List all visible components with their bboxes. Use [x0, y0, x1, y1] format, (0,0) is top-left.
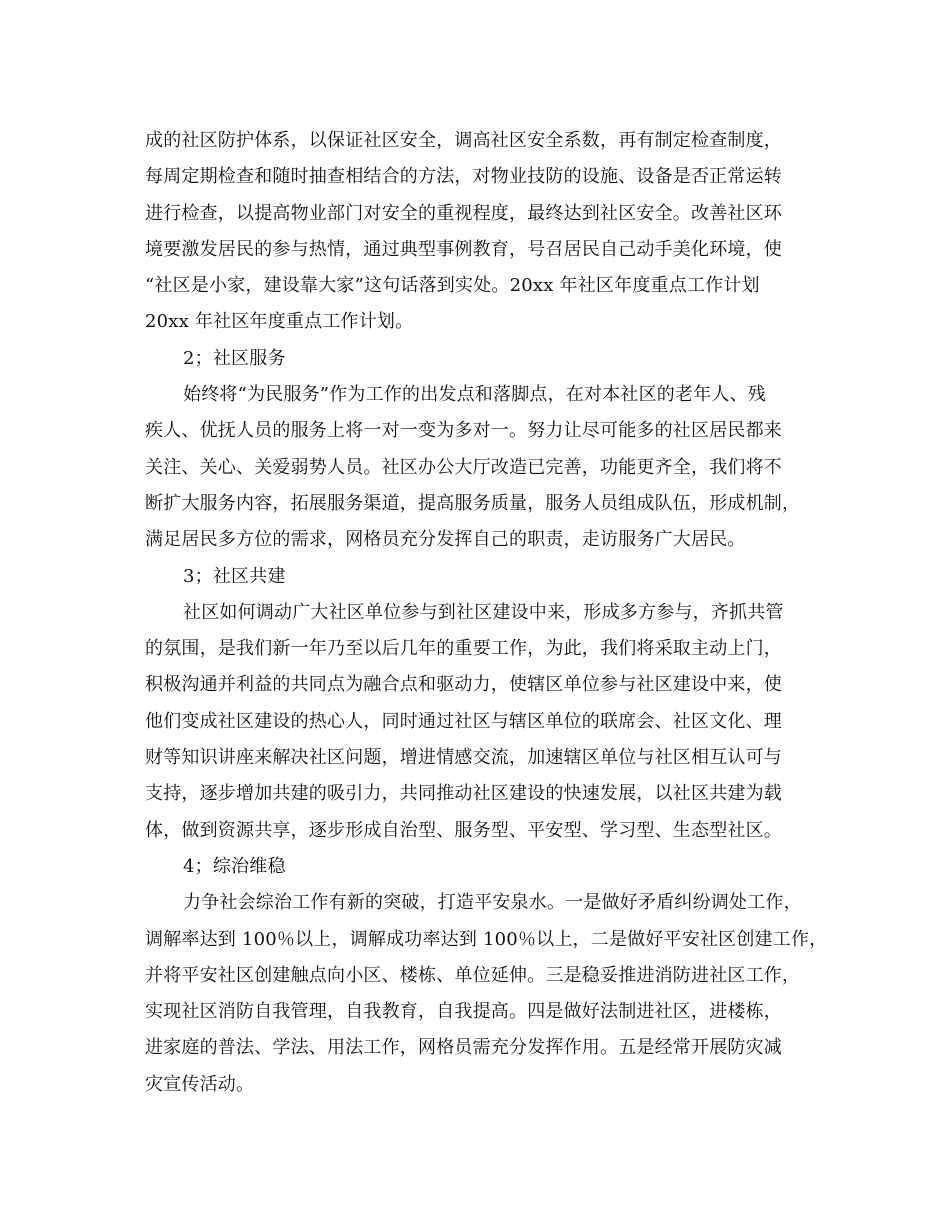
- text-line: 他们变成社区建设的热心人，同时通过社区与辖区单位的联席会、社区文化、理: [145, 710, 782, 732]
- text-line: 关注、关心、关爱弱势人员。社区办公大厅改造已完善，功能更齐全，我们将不: [145, 456, 782, 478]
- text-line: 的氛围，是我们新一年乃至以后几年的重要工作，为此，我们将采取主动上门，: [145, 638, 782, 660]
- text-line: 财等知识讲座来解决社区问题，增进情感交流，加速辖区单位与社区相互认可与: [145, 747, 782, 769]
- text-line: 满足居民多方位的需求，网格员充分发挥自己的职责，走访服务广大居民。: [145, 529, 746, 551]
- text-line: 2；社区服务: [183, 347, 286, 369]
- text-line: 体，做到资源共享，逐步形成自治型、服务型、平安型、学习型、生态型社区。: [145, 819, 782, 841]
- text-line: 3；社区共建: [183, 565, 286, 587]
- text-line: 支持，逐步增加共建的吸引力，共同推动社区建设的快速发展，以社区共建为载: [145, 783, 782, 805]
- text-line: 并将平安社区创建触点向小区、楼栋、单位延伸。三是稳妥推进消防进社区工作，: [145, 964, 801, 986]
- text-line: 成的社区防护体系，以保证社区安全，调高社区安全系数，再有制定检查制度，: [145, 130, 782, 151]
- text-line: 断扩大服务内容，拓展服务渠道，提高服务质量，服务人员组成队伍，形成机制，: [145, 492, 801, 514]
- text-line: 境要激发居民的参与热情，通过典型事例教育，号召居民自己动手美化环境，使: [145, 238, 782, 260]
- text-line: 进家庭的普法、学法、用法工作，网格员需充分发挥作用。五是经常开展防灾减: [145, 1037, 782, 1059]
- text-line: “社区是小家，建设靠大家”这句话落到实处。20xx 年社区年度重点工作计划: [145, 275, 760, 297]
- text-line: 灾宣传活动。: [145, 1073, 255, 1095]
- text-line: 调解率达到 100％以上，调解成功率达到 100％以上，二是做好平安社区创建工作，: [145, 928, 828, 950]
- text-line: 20xx 年社区年度重点工作计划。: [145, 311, 414, 333]
- text-line: 实现社区消防自我管理，自我教育，自我提高。四是做好法制进社区，进楼栋，: [145, 1001, 782, 1023]
- text-line: 社区如何调动广大社区单位参与到社区建设中来，形成多方参与，齐抓共管: [183, 601, 784, 623]
- text-line: 积极沟通并利益的共同点为融合点和驱动力，使辖区单位参与社区建设中来，使: [145, 674, 782, 696]
- text-line: 每周定期检查和随时抽查相结合的方法，对物业技防的设施、设备是否正常运转: [145, 166, 782, 188]
- text-line: 进行检查，以提高物业部门对安全的重视程度，最终达到社区安全。改善社区环: [145, 202, 782, 224]
- text-line: 力争社会综治工作有新的突破，打造平安泉水。一是做好矛盾纠纷调处工作，: [183, 892, 802, 914]
- text-line: 疾人、优抚人员的服务上将一对一变为多对一。努力让尽可能多的社区居民都来: [145, 420, 782, 442]
- text-line: 始终将“为民服务”作为工作的出发点和落脚点，在对本社区的老年人、残: [183, 384, 767, 406]
- text-line: 4；综治维稳: [183, 855, 286, 877]
- document-body: [145, 123, 828, 1103]
